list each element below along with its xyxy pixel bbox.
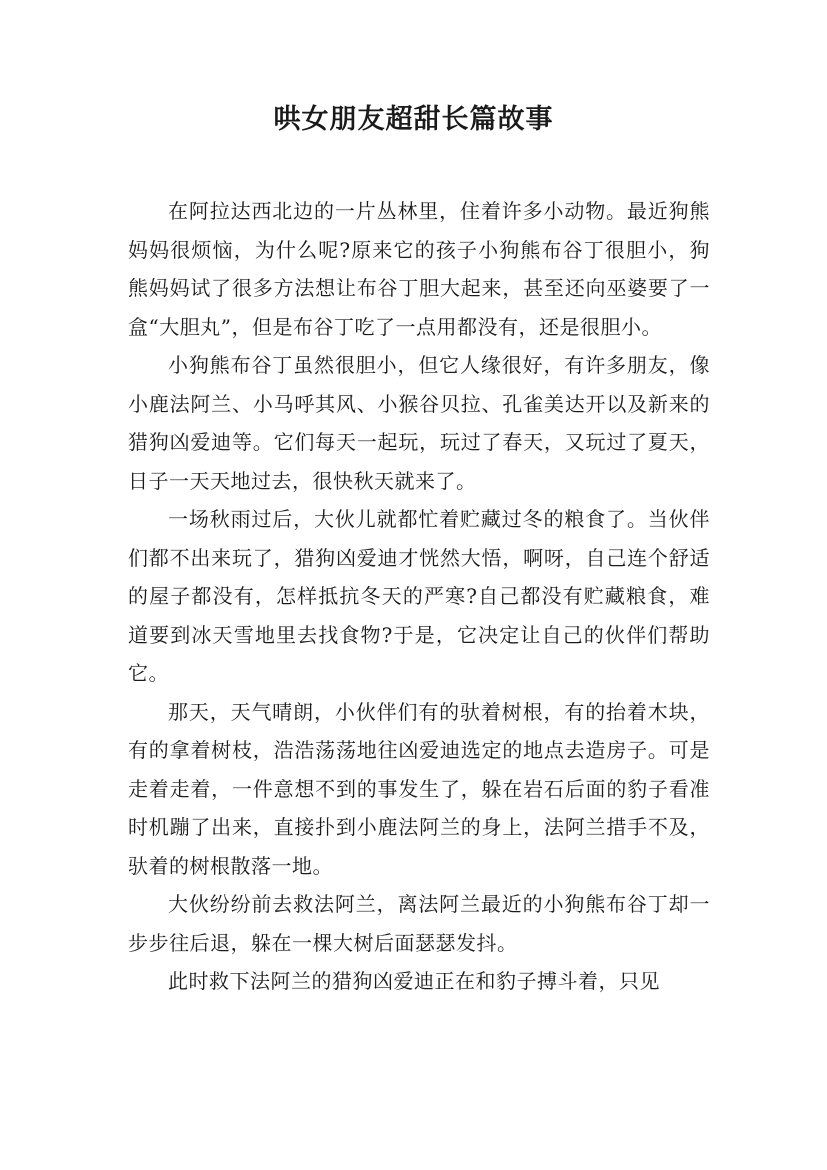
paragraph: 大伙纷纷前去救法阿兰，离法阿兰最近的小狗熊布谷丁却一步步往后退，躲在一棵大树后面瑟瑟发抖。	[128, 892, 710, 955]
paragraph: 小狗熊布谷丁虽然很胆小，但它人缘很好，有许多朋友，像小鹿法阿兰、小马呼其风、小猴谷贝拉、孔雀美达开以及新来的猎狗凶爱迪等。它们每天一起玩，玩过了春天，又玩过了夏天，日子一天天地过去，很快秋天就来了。	[128, 353, 710, 493]
document-body	[128, 192, 710, 1001]
document-title: 哄女朋友超甜长篇故事	[273, 104, 554, 135]
paragraph: 在阿拉达西北边的一片丛林里，住着许多小动物。最近狗熊妈妈很烦恼，为什么呢?原来它的孩子小狗熊布谷丁很胆小，狗熊妈妈试了很多方法想让布谷丁胆大起来，甚至还向巫婆要了一盒“大胆丸”，但是布谷丁吃了一点用都没有，还是很胆小。	[128, 199, 710, 339]
paragraph: 那天，天气晴朗，小伙伴们有的驮着树根，有的抬着木块，有的拿着树枝，浩浩荡荡地往凶爱迪选定的地点去造房子。可是走着走着，一件意想不到的事发生了，躲在岩石后面的豹子看准时机蹦了出来，直接扑到小鹿法阿兰的身上，法阿兰措手不及，驮着的树根散落一地。	[128, 699, 710, 878]
paragraph: 此时救下法阿兰的猎狗凶爱迪正在和豹子搏斗着，只见	[168, 969, 660, 993]
paragraph: 一场秋雨过后，大伙儿就都忙着贮藏过冬的粮食了。当伙伴们都不出来玩了，猎狗凶爱迪才恍然大悟，啊呀，自己连个舒适的屋子都没有，怎样抵抗冬天的严寒?自己都没有贮藏粮食，难道要到冰天雪地里去找食物?于是，它决定让自己的伙伴们帮助它。	[128, 507, 710, 685]
